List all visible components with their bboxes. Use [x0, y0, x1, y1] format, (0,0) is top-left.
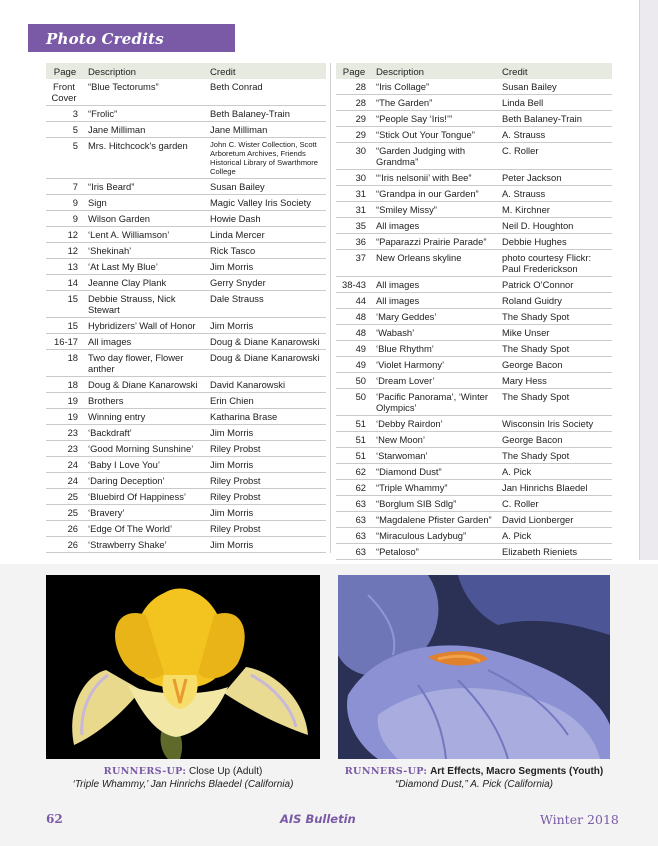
table-row [46, 195, 326, 211]
row-page: 49 [336, 341, 372, 357]
row-credit: Jim Morris [206, 505, 326, 521]
row-page: 24 [46, 457, 84, 473]
row-credit: George Bacon [498, 432, 612, 448]
table-row [46, 393, 326, 409]
row-credit: Debbie Hughes [498, 234, 612, 250]
row-page: 15 [46, 318, 84, 334]
row-credit: Susan Bailey [206, 179, 326, 195]
row-page: 25 [46, 489, 84, 505]
row-credit: Magic Valley Iris Society [206, 195, 326, 211]
table-row [336, 528, 612, 544]
row-credit: Beth Conrad [206, 79, 326, 106]
row-credit: Doug & Diane Kanarowski [206, 334, 326, 350]
row-description: ‘Bluebird Of Happiness’ [84, 489, 206, 505]
row-page: 19 [46, 393, 84, 409]
table-row [46, 505, 326, 521]
table-row [46, 377, 326, 393]
row-description: All images [372, 218, 498, 234]
table-row [336, 389, 612, 416]
row-credit: Wisconsin Iris Society [498, 416, 612, 432]
row-page: 3 [46, 106, 84, 122]
row-description: “Miraculous Ladybug” [372, 528, 498, 544]
row-page: 18 [46, 377, 84, 393]
row-credit: Howie Dash [206, 211, 326, 227]
row-credit: A. Pick [498, 528, 612, 544]
row-description: ‘Backdraft’ [84, 425, 206, 441]
row-page: 19 [46, 409, 84, 425]
row-page: 51 [336, 416, 372, 432]
row-description: ‘Daring Deception’ [84, 473, 206, 489]
row-credit: photo courtesy Flickr: Paul Frederickson [498, 250, 612, 277]
section-title: Photo Credits [46, 30, 164, 48]
row-credit: A. Strauss [498, 186, 612, 202]
table-row [336, 341, 612, 357]
caption-attribution: ‘Triple Whammy,’ Jan Hinrichs Blaedel (California) [72, 779, 294, 790]
page-number: 62 [46, 812, 63, 826]
header-page: Page [336, 63, 372, 79]
table-row [46, 243, 326, 259]
table-row [46, 275, 326, 291]
table-row [336, 373, 612, 389]
row-page: 14 [46, 275, 84, 291]
table-row [336, 218, 612, 234]
row-credit: Roland Guidry [498, 293, 612, 309]
row-description: ‘Dream Lover’ [372, 373, 498, 389]
row-page: 30 [336, 170, 372, 186]
table-row [336, 234, 612, 250]
row-description: Mrs. Hitchcock's garden [84, 138, 206, 179]
row-description: ‘Violet Harmony’ [372, 357, 498, 373]
caption-category: Art Effects, Macro Segments (Youth) [430, 766, 604, 777]
row-credit: Patrick O’Connor [498, 277, 612, 293]
table-header-row [336, 63, 612, 79]
header-page: Page [46, 63, 84, 79]
table-row [336, 250, 612, 277]
row-description: Jeanne Clay Plank [84, 275, 206, 291]
row-credit: M. Kirchner [498, 202, 612, 218]
row-description: “Frolic” [84, 106, 206, 122]
row-page: 18 [46, 350, 84, 377]
caption-right [338, 765, 610, 791]
row-description: “‘Iris nelsonii’ with Bee” [372, 170, 498, 186]
row-credit: A. Pick [498, 464, 612, 480]
row-description: ‘Baby I Love You’ [84, 457, 206, 473]
row-page: 28 [336, 95, 372, 111]
table-row [46, 350, 326, 377]
row-credit: Elizabeth Rieniets [498, 544, 612, 560]
row-description: “Magdalene Pfister Garden” [372, 512, 498, 528]
row-page: 9 [46, 195, 84, 211]
table-row [336, 416, 612, 432]
row-description: Sign [84, 195, 206, 211]
row-description: ‘Starwoman’ [372, 448, 498, 464]
row-description: All images [372, 277, 498, 293]
row-description: “Smiley Missy” [372, 202, 498, 218]
table-row [46, 291, 326, 318]
column-divider [330, 63, 331, 553]
caption-category: Close Up (Adult) [188, 766, 263, 777]
row-credit: Doug & Diane Kanarowski [206, 350, 326, 377]
caption-left [46, 765, 320, 791]
row-page: 5 [46, 122, 84, 138]
row-description: ‘Pacific Panorama’, ‘Winter Olympics’ [372, 389, 498, 416]
row-page: 12 [46, 227, 84, 243]
section-title-bar [28, 24, 235, 52]
row-description: ‘Bravery’ [84, 505, 206, 521]
row-page: 48 [336, 325, 372, 341]
row-description: Winning entry [84, 409, 206, 425]
row-page: 37 [336, 250, 372, 277]
runners-up-label: RUNNERS-UP: [103, 766, 187, 777]
yellow-iris-photo [46, 575, 320, 759]
page-edge-strip [640, 0, 658, 560]
row-credit: Dale Strauss [206, 291, 326, 318]
row-description: Doug & Diane Kanarowski [84, 377, 206, 393]
table-row [46, 489, 326, 505]
row-page: 38-43 [336, 277, 372, 293]
table-row [336, 496, 612, 512]
row-page: 63 [336, 512, 372, 528]
runners-up-label: RUNNERS-UP: [344, 766, 428, 777]
table-row [46, 138, 326, 179]
row-page: 26 [46, 521, 84, 537]
row-credit: George Bacon [498, 357, 612, 373]
row-description: All images [372, 293, 498, 309]
row-credit: Jim Morris [206, 259, 326, 275]
row-credit: Katharina Brase [206, 409, 326, 425]
row-description: “Petaloso” [372, 544, 498, 560]
row-credit: John C. Wister Collection, Scott Arboretum Archives, Friends Historical Library of Swarthmore College [206, 138, 326, 179]
row-description: “Borglum SIB Sdlg” [372, 496, 498, 512]
row-page: 16-17 [46, 334, 84, 350]
row-page: 63 [336, 528, 372, 544]
row-description: ‘Shekinah’ [84, 243, 206, 259]
row-credit: Riley Probst [206, 489, 326, 505]
row-page: 62 [336, 464, 372, 480]
table-row [46, 79, 326, 106]
row-credit: Jim Morris [206, 457, 326, 473]
credits-table-right [336, 63, 612, 587]
row-credit: C. Roller [498, 496, 612, 512]
row-credit: Jan Hinrichs Blaedel [498, 480, 612, 496]
row-description: Two day flower, Flower anther [84, 350, 206, 377]
table-row [46, 259, 326, 275]
header-credit: Credit [498, 63, 612, 79]
row-credit: Susan Bailey [498, 79, 612, 95]
row-page: 31 [336, 202, 372, 218]
row-description: ‘Wabash’ [372, 325, 498, 341]
row-credit: A. Strauss [498, 127, 612, 143]
row-page: 29 [336, 111, 372, 127]
row-description: ‘Edge Of The World’ [84, 521, 206, 537]
row-page: 13 [46, 259, 84, 275]
purple-iris-photo [338, 575, 610, 759]
row-credit: The Shady Spot [498, 309, 612, 325]
table-row [336, 544, 612, 560]
row-description: Brothers [84, 393, 206, 409]
table-row [46, 425, 326, 441]
row-description: ‘Mary Geddes’ [372, 309, 498, 325]
row-page: 24 [46, 473, 84, 489]
row-page: 15 [46, 291, 84, 318]
row-credit: The Shady Spot [498, 389, 612, 416]
row-credit: Rick Tasco [206, 243, 326, 259]
table-row [336, 357, 612, 373]
table-row [336, 202, 612, 218]
row-description: “Paparazzi Prairie Parade” [372, 234, 498, 250]
row-description: ‘Good Morning Sunshine’ [84, 441, 206, 457]
header-description: Description [372, 63, 498, 79]
row-page: 7 [46, 179, 84, 195]
row-description: Debbie Strauss, Nick Stewart [84, 291, 206, 318]
row-description: “Grandpa in our Garden” [372, 186, 498, 202]
table-row [336, 127, 612, 143]
row-credit: Jane Milliman [206, 122, 326, 138]
row-credit: Gerry Snyder [206, 275, 326, 291]
row-credit: Riley Probst [206, 521, 326, 537]
row-credit: Neil D. Houghton [498, 218, 612, 234]
table-row [336, 512, 612, 528]
row-description: “Triple Whammy” [372, 480, 498, 496]
table-row [336, 277, 612, 293]
row-page: Front Cover [46, 79, 84, 106]
table-row [336, 293, 612, 309]
table-row [46, 179, 326, 195]
table-row [46, 473, 326, 489]
row-page: 51 [336, 448, 372, 464]
row-page: 12 [46, 243, 84, 259]
row-credit: Jim Morris [206, 537, 326, 553]
row-page: 63 [336, 496, 372, 512]
table-row [46, 457, 326, 473]
row-description: ‘Blue Rhythm’ [372, 341, 498, 357]
table-row [336, 480, 612, 496]
row-description: New Orleans skyline [372, 250, 498, 277]
table-row [336, 432, 612, 448]
row-page: 23 [46, 425, 84, 441]
row-description: “Garden Judging with Grandma” [372, 143, 498, 170]
row-page: 48 [336, 309, 372, 325]
table-row [46, 122, 326, 138]
row-credit: Mary Hess [498, 373, 612, 389]
row-credit: Riley Probst [206, 473, 326, 489]
table-row [336, 464, 612, 480]
row-description: “Blue Tectorums” [84, 79, 206, 106]
credits-table-left [46, 63, 326, 553]
table-row [336, 111, 612, 127]
row-description: ‘Debby Rairdon’ [372, 416, 498, 432]
row-credit: Linda Mercer [206, 227, 326, 243]
header-credit: Credit [206, 63, 326, 79]
row-description: “Diamond Dust” [372, 464, 498, 480]
row-description: “The Garden” [372, 95, 498, 111]
row-page: 50 [336, 389, 372, 416]
row-credit: Beth Balaney-Train [206, 106, 326, 122]
row-description: Jane Milliman [84, 122, 206, 138]
publication-name: AIS Bulletin [280, 812, 356, 826]
table-row [46, 334, 326, 350]
table-row [336, 79, 612, 95]
row-credit: The Shady Spot [498, 448, 612, 464]
row-credit: Riley Probst [206, 441, 326, 457]
row-page: 31 [336, 186, 372, 202]
table-row [46, 227, 326, 243]
row-description: “Iris Collage” [372, 79, 498, 95]
row-credit: Mike Unser [498, 325, 612, 341]
row-description: All images [84, 334, 206, 350]
row-page: 51 [336, 432, 372, 448]
row-page: 9 [46, 211, 84, 227]
table-row [46, 211, 326, 227]
row-description: Wilson Garden [84, 211, 206, 227]
table-row [46, 409, 326, 425]
row-page: 50 [336, 373, 372, 389]
table-row [336, 325, 612, 341]
row-page: 28 [336, 79, 372, 95]
row-description: “Iris Beard” [84, 179, 206, 195]
row-credit: David Kanarowski [206, 377, 326, 393]
table-row [336, 309, 612, 325]
row-page: 63 [336, 544, 372, 560]
row-credit: David Lionberger [498, 512, 612, 528]
table-row [46, 318, 326, 334]
caption-attribution: “Diamond Dust,” A. Pick (California) [394, 779, 553, 790]
table-row [336, 143, 612, 170]
row-description: ‘At Last My Blue’ [84, 259, 206, 275]
row-credit: Peter Jackson [498, 170, 612, 186]
row-description: “Stick Out Your Tongue” [372, 127, 498, 143]
row-page: 44 [336, 293, 372, 309]
table-row [336, 186, 612, 202]
row-credit: Erin Chien [206, 393, 326, 409]
row-page: 35 [336, 218, 372, 234]
row-description: ‘Lent A. Williamson’ [84, 227, 206, 243]
row-page: 26 [46, 537, 84, 553]
row-page: 5 [46, 138, 84, 179]
row-description: ‘New Moon’ [372, 432, 498, 448]
table-row [46, 441, 326, 457]
row-credit: C. Roller [498, 143, 612, 170]
table-row [336, 448, 612, 464]
issue-date: Winter 2018 [540, 812, 619, 827]
table-row [46, 537, 326, 553]
row-credit: Jim Morris [206, 425, 326, 441]
row-credit: Jim Morris [206, 318, 326, 334]
table-row [336, 95, 612, 111]
row-page: 30 [336, 143, 372, 170]
row-description: “People Say ‘Iris!’” [372, 111, 498, 127]
row-page: 25 [46, 505, 84, 521]
row-description: ‘Strawberry Shake’ [84, 537, 206, 553]
row-page: 49 [336, 357, 372, 373]
row-credit: The Shady Spot [498, 341, 612, 357]
row-page: 23 [46, 441, 84, 457]
row-page: 62 [336, 480, 372, 496]
table-row [46, 521, 326, 537]
header-description: Description [84, 63, 206, 79]
table-header-row [46, 63, 326, 79]
table-row [336, 170, 612, 186]
row-page: 36 [336, 234, 372, 250]
row-description: Hybridizers’ Wall of Honor [84, 318, 206, 334]
row-credit: Linda Bell [498, 95, 612, 111]
row-credit: Beth Balaney-Train [498, 111, 612, 127]
table-row [46, 106, 326, 122]
row-page: 29 [336, 127, 372, 143]
